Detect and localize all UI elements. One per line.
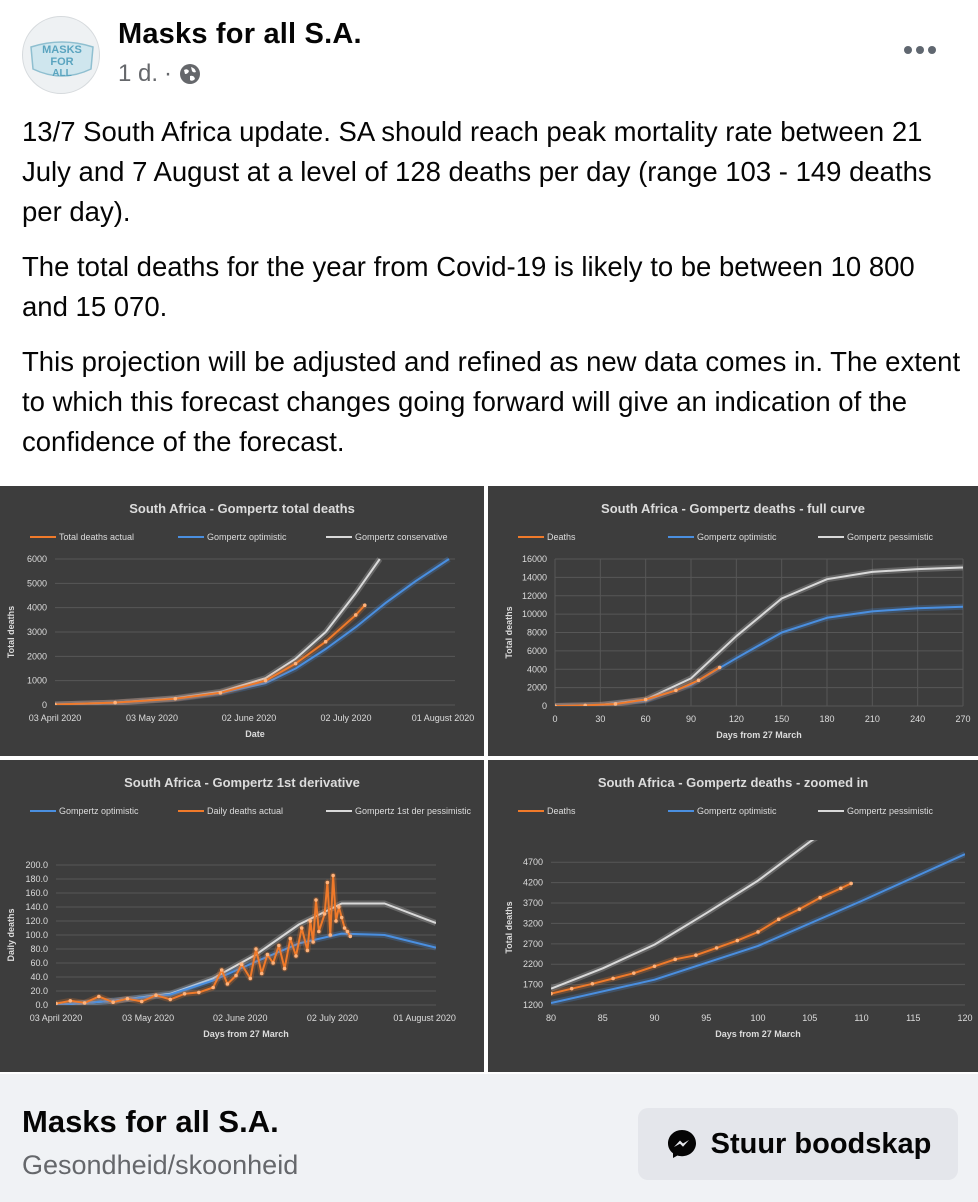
data-point bbox=[632, 971, 636, 975]
y-tick-label: 1700 bbox=[522, 979, 543, 990]
meta-separator: · bbox=[164, 60, 173, 87]
post-paragraph: This projection will be adjusted and refined as new data comes in. The extent to which this forecast changes going forward will give an indication of the confidence of the forecast. bbox=[22, 346, 961, 457]
x-tick-label: 150 bbox=[774, 714, 790, 724]
y-tick-label: 6000 bbox=[26, 554, 47, 564]
data-point bbox=[197, 991, 201, 995]
y-tick-label: 40.0 bbox=[30, 972, 48, 982]
y-tick-label: 2200 bbox=[522, 959, 543, 970]
data-point bbox=[126, 997, 130, 1001]
x-tick-label: 60 bbox=[640, 714, 651, 724]
data-point bbox=[611, 977, 615, 981]
data-point bbox=[334, 919, 338, 923]
data-point bbox=[226, 982, 230, 986]
series-glow bbox=[551, 883, 851, 993]
data-point bbox=[254, 947, 258, 951]
chart-panel-zoomed[interactable] bbox=[488, 760, 978, 1072]
x-tick-label: 270 bbox=[955, 714, 971, 724]
x-tick-label: 110 bbox=[854, 1013, 869, 1023]
data-point bbox=[583, 704, 587, 708]
data-point bbox=[354, 613, 358, 617]
data-point bbox=[697, 678, 701, 682]
post-header bbox=[0, 0, 978, 105]
svg-text:FOR: FOR bbox=[50, 56, 74, 68]
x-tick-label: 01 August 2020 bbox=[411, 713, 475, 723]
data-point bbox=[308, 919, 312, 923]
series-line bbox=[555, 607, 963, 706]
y-tick-label: 3700 bbox=[522, 898, 543, 909]
chart-total-deaths bbox=[0, 486, 484, 756]
data-point bbox=[248, 977, 252, 981]
data-point bbox=[97, 995, 101, 999]
post-paragraph: 13/7 South Africa update. SA should reach peak mortality rate between 21 July and 7 August at a level of 128 deaths per day (range 103 - 149 deaths per day). bbox=[22, 116, 932, 227]
x-tick-label: 95 bbox=[701, 1013, 712, 1023]
more-options-icon[interactable] bbox=[904, 40, 938, 60]
data-point bbox=[653, 964, 657, 968]
x-tick-label: 02 June 2020 bbox=[213, 1013, 268, 1023]
y-tick-label: 80.0 bbox=[30, 944, 48, 954]
data-point bbox=[283, 967, 287, 971]
y-tick-label: 4200 bbox=[522, 877, 543, 888]
data-point bbox=[220, 968, 224, 972]
svg-text:MASKS: MASKS bbox=[42, 44, 82, 56]
mask-logo-icon bbox=[23, 17, 100, 94]
data-point bbox=[53, 703, 57, 707]
chart-panel-total-deaths[interactable] bbox=[0, 486, 484, 756]
y-tick-label: 0 bbox=[541, 701, 547, 711]
series-line bbox=[551, 883, 851, 993]
chart-title: South Africa - Gompertz total deaths bbox=[129, 501, 355, 516]
y-axis-label: Total deaths bbox=[6, 605, 16, 659]
legend-label: Gompertz optimistic bbox=[697, 806, 777, 816]
legend-label: Gompertz conservative bbox=[355, 532, 448, 542]
legend-label: Daily deaths actual bbox=[207, 806, 284, 816]
data-point bbox=[271, 961, 275, 965]
data-point bbox=[363, 603, 367, 607]
data-point bbox=[326, 881, 330, 885]
legend-label: Deaths bbox=[547, 806, 576, 816]
data-point bbox=[323, 912, 327, 916]
send-message-button[interactable] bbox=[638, 1108, 958, 1180]
data-point bbox=[343, 926, 347, 930]
y-tick-label: 1200 bbox=[522, 1000, 543, 1010]
data-point bbox=[154, 993, 158, 997]
data-point bbox=[346, 930, 350, 934]
y-tick-label: 0.0 bbox=[35, 1000, 48, 1010]
data-point bbox=[260, 972, 264, 976]
x-tick-label: 120 bbox=[957, 1013, 973, 1023]
data-point bbox=[340, 916, 344, 920]
y-tick-label: 60.0 bbox=[30, 958, 48, 968]
data-point bbox=[240, 963, 244, 967]
data-point bbox=[849, 882, 853, 886]
legend-label: Gompertz pessimistic bbox=[847, 806, 934, 816]
series-glow bbox=[56, 904, 436, 1006]
y-tick-label: 14000 bbox=[521, 572, 547, 583]
messenger-icon bbox=[665, 1127, 699, 1161]
data-point bbox=[314, 898, 318, 902]
y-tick-label: 20.0 bbox=[30, 986, 48, 996]
legend-label: Deaths bbox=[547, 532, 576, 542]
chart-panel-derivative[interactable] bbox=[0, 760, 484, 1072]
data-point bbox=[113, 701, 117, 705]
chart-zoomed bbox=[488, 760, 978, 1072]
chart-panel-full-curve[interactable] bbox=[488, 486, 978, 756]
x-tick-label: 01 August 2020 bbox=[393, 1013, 456, 1023]
x-tick-label: 03 April 2020 bbox=[28, 713, 82, 723]
y-tick-label: 2700 bbox=[522, 938, 543, 949]
legend-label: Gompertz pessimistic bbox=[847, 532, 934, 542]
chart-title: South Africa - Gompertz deaths - zoomed in bbox=[597, 775, 869, 790]
data-point bbox=[614, 702, 618, 706]
svg-text:ALL: ALL bbox=[52, 68, 72, 79]
data-point bbox=[674, 689, 678, 693]
data-point bbox=[294, 954, 298, 958]
x-tick-label: 03 May 2020 bbox=[122, 1013, 175, 1023]
data-point bbox=[328, 933, 332, 937]
chart-title: South Africa - Gompertz 1st derivative bbox=[124, 775, 360, 790]
data-point bbox=[264, 679, 268, 683]
data-point bbox=[673, 958, 677, 962]
x-axis-label: Days from 27 March bbox=[716, 730, 802, 740]
x-tick-label: 85 bbox=[597, 1013, 608, 1023]
y-tick-label: 10000 bbox=[521, 609, 547, 620]
x-tick-label: 120 bbox=[728, 714, 744, 724]
data-point bbox=[266, 953, 270, 957]
post-image-grid[interactable] bbox=[0, 484, 978, 1074]
data-point bbox=[337, 905, 341, 909]
y-tick-label: 160.0 bbox=[25, 888, 48, 898]
x-axis-label: Days from 27 March bbox=[203, 1029, 289, 1039]
data-point bbox=[694, 953, 698, 957]
post-timestamp[interactable]: 1 d. bbox=[118, 60, 159, 87]
send-message-label: Stuur boodskap bbox=[710, 1127, 932, 1160]
x-tick-label: 105 bbox=[802, 1013, 818, 1023]
data-point bbox=[234, 974, 238, 978]
data-point bbox=[348, 935, 352, 939]
data-point bbox=[715, 946, 719, 950]
series-line bbox=[56, 904, 436, 1006]
y-tick-label: 4000 bbox=[26, 602, 47, 613]
globe-icon bbox=[178, 62, 202, 86]
data-point bbox=[839, 887, 843, 891]
series-glow bbox=[555, 607, 963, 706]
data-point bbox=[183, 992, 187, 996]
y-tick-label: 2000 bbox=[526, 682, 547, 693]
data-point bbox=[317, 930, 321, 934]
series-glow bbox=[555, 568, 963, 707]
x-tick-label: 80 bbox=[545, 1013, 557, 1023]
data-point bbox=[553, 704, 557, 708]
y-tick-label: 0 bbox=[41, 700, 47, 710]
chart-full-curve bbox=[488, 486, 978, 756]
x-tick-label: 115 bbox=[906, 1013, 921, 1023]
y-tick-label: 100.0 bbox=[25, 930, 48, 940]
data-point bbox=[324, 640, 328, 644]
data-point bbox=[288, 937, 292, 941]
y-tick-label: 2000 bbox=[26, 651, 47, 662]
data-point bbox=[83, 1001, 87, 1005]
y-tick-label: 1000 bbox=[26, 675, 47, 686]
data-point bbox=[174, 697, 178, 701]
footer-page-category: Gesondheid/skoonheid bbox=[22, 1150, 299, 1180]
y-tick-label: 3000 bbox=[26, 627, 47, 637]
x-tick-label: 03 May 2020 bbox=[125, 713, 179, 723]
data-point bbox=[294, 662, 298, 666]
y-tick-label: 140.0 bbox=[25, 902, 48, 912]
chart-title: South Africa - Gompertz deaths - full curve bbox=[601, 501, 865, 516]
data-point bbox=[549, 992, 553, 996]
data-point bbox=[331, 874, 335, 878]
data-point bbox=[300, 926, 304, 930]
y-axis-label: Total deaths bbox=[504, 901, 514, 954]
y-tick-label: 16000 bbox=[521, 554, 547, 564]
chart-derivative bbox=[0, 760, 484, 1072]
data-point bbox=[311, 940, 315, 944]
x-tick-label: 180 bbox=[819, 714, 835, 724]
data-point bbox=[756, 930, 760, 934]
data-point bbox=[54, 1002, 58, 1006]
y-tick-label: 12000 bbox=[521, 590, 547, 601]
data-point bbox=[570, 987, 574, 991]
data-point bbox=[718, 666, 722, 670]
y-tick-label: 6000 bbox=[526, 645, 547, 656]
data-point bbox=[277, 944, 281, 948]
y-axis-label: Total deaths bbox=[504, 606, 514, 659]
post-paragraph: The total deaths for the year from Covid-19 is likely to be between 10 800 and 15 070. bbox=[22, 251, 915, 322]
x-tick-label: 90 bbox=[649, 1013, 660, 1023]
x-tick-label: 0 bbox=[552, 714, 558, 724]
y-tick-label: 4000 bbox=[526, 664, 547, 675]
data-point bbox=[736, 939, 740, 943]
x-tick-label: 210 bbox=[864, 714, 880, 724]
data-point bbox=[818, 896, 822, 900]
post-meta bbox=[118, 60, 202, 88]
y-tick-label: 4700 bbox=[522, 857, 543, 868]
data-point bbox=[306, 949, 310, 953]
x-tick-label: 30 bbox=[595, 714, 606, 724]
y-tick-label: 120.0 bbox=[25, 916, 48, 926]
y-tick-label: 200.0 bbox=[25, 860, 48, 870]
page-avatar[interactable] bbox=[22, 16, 100, 94]
x-tick-label: 02 June 2020 bbox=[221, 713, 277, 723]
series-line bbox=[555, 568, 963, 707]
x-axis-label: Days from 27 March bbox=[715, 1029, 801, 1039]
x-tick-label: 02 July 2020 bbox=[306, 1013, 358, 1023]
legend-label: Gompertz optimistic bbox=[697, 532, 777, 542]
x-tick-label: 240 bbox=[910, 714, 926, 724]
x-axis-label: Date bbox=[245, 729, 265, 739]
post-body bbox=[22, 112, 962, 477]
legend-label: Total deaths actual bbox=[59, 532, 135, 542]
data-point bbox=[140, 1000, 144, 1004]
data-point bbox=[219, 691, 223, 695]
post-author-name[interactable]: Masks for all S.A. bbox=[118, 18, 362, 50]
data-point bbox=[168, 998, 172, 1002]
x-tick-label: 90 bbox=[685, 714, 697, 724]
data-point bbox=[644, 698, 648, 702]
legend-label: Gompertz optimistic bbox=[207, 532, 287, 542]
data-point bbox=[68, 999, 72, 1003]
legend-label: Gompertz 1st der pessimistic bbox=[355, 806, 472, 816]
x-tick-label: 03 April 2020 bbox=[29, 1013, 83, 1023]
data-point bbox=[798, 907, 802, 911]
y-tick-label: 3200 bbox=[522, 918, 543, 929]
y-tick-label: 8000 bbox=[526, 627, 547, 638]
legend-label: Gompertz optimistic bbox=[59, 806, 139, 816]
y-axis-label: Daily deaths bbox=[6, 908, 16, 962]
y-tick-label: 180.0 bbox=[25, 874, 48, 884]
y-tick-label: 5000 bbox=[26, 578, 47, 589]
data-point bbox=[211, 986, 215, 990]
data-point bbox=[591, 982, 595, 986]
footer-page-name[interactable]: Masks for all S.A. bbox=[22, 1104, 279, 1139]
data-point bbox=[111, 1000, 115, 1004]
x-tick-label: 100 bbox=[750, 1013, 766, 1023]
data-point bbox=[777, 918, 781, 922]
x-tick-label: 02 July 2020 bbox=[320, 713, 372, 723]
